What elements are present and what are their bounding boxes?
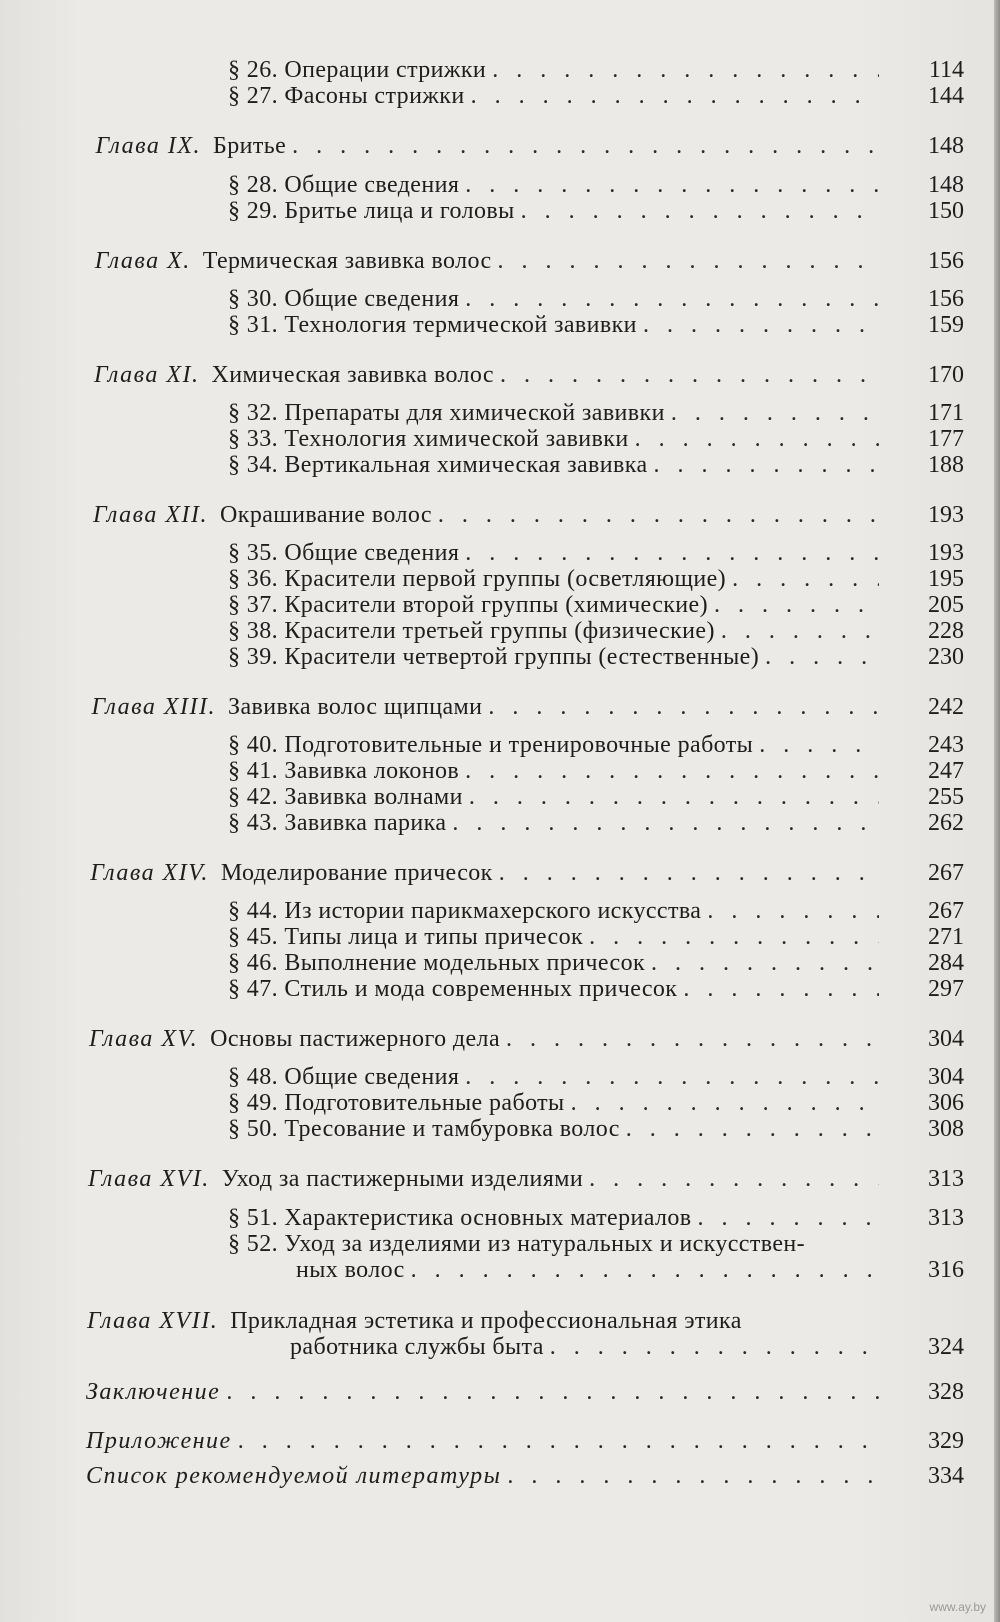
page-number: 144 — [928, 83, 964, 109]
dot-leader — [492, 57, 879, 83]
dot-leader — [465, 172, 879, 198]
toc-section-entry — [228, 618, 885, 644]
entry-title: § 30. Общие сведения — [228, 286, 460, 312]
book-spine-edge — [994, 0, 1000, 1622]
chapter-number: Глава XVII. — [87, 1308, 219, 1334]
dot-leader — [438, 502, 879, 528]
entry-title: Термическая завивка волос — [202, 248, 492, 274]
page-number: 228 — [928, 618, 964, 644]
dot-leader — [506, 1026, 879, 1052]
entry-title: Основы пастижерного дела — [210, 1026, 500, 1052]
page-number: 267 — [928, 898, 964, 924]
entry-title: Список рекомендуемой литературы — [86, 1463, 502, 1489]
page-number: 193 — [928, 502, 964, 528]
page-number: 313 — [928, 1166, 964, 1192]
dot-leader — [759, 732, 879, 758]
dot-leader — [671, 400, 879, 426]
dot-leader — [469, 784, 879, 810]
toc-backmatter-entry — [86, 1379, 885, 1405]
chapter-number: Глава IX. — [95, 133, 202, 159]
toc-section-entry — [228, 976, 885, 1002]
entry-title: ных волос — [296, 1257, 405, 1283]
entry-title: Химическая завивка волос — [211, 362, 494, 388]
page-number: 267 — [928, 860, 964, 886]
toc-section-entry — [228, 924, 885, 950]
dot-leader — [698, 1205, 879, 1231]
page-number: 230 — [928, 644, 964, 670]
chapter-number: Глава XIII. — [91, 694, 217, 720]
page-number: 271 — [928, 924, 964, 950]
dot-leader — [521, 198, 879, 224]
entry-title: § 38. Красители третьей группы (физические) — [228, 618, 715, 644]
page-number: 159 — [928, 312, 964, 338]
toc-section-entry — [228, 1205, 885, 1231]
entry-title: § 43. Завивка парика — [228, 810, 447, 836]
page-number: 329 — [928, 1428, 964, 1454]
entry-title: § 47. Стиль и мода современных причесок — [228, 976, 678, 1002]
dot-leader — [465, 1064, 879, 1090]
toc-section-entry — [228, 644, 885, 670]
page-number: 313 — [928, 1205, 964, 1231]
toc-chapter-entry — [88, 1166, 885, 1192]
entry-title: Приложение — [86, 1428, 232, 1454]
dot-leader — [589, 1166, 879, 1192]
toc-chapter-entry — [94, 362, 885, 388]
dot-leader — [499, 860, 879, 886]
toc-section-entry — [228, 1116, 885, 1142]
toc-section-entry — [228, 898, 885, 924]
entry-title: Прикладная эстетика и профессиональная этика — [230, 1308, 742, 1334]
chapter-number: Глава XIV. — [90, 860, 209, 886]
page-number: 306 — [928, 1090, 964, 1116]
entry-title: § 31. Технология термической завивки — [228, 312, 637, 338]
toc-section-entry — [228, 1090, 885, 1116]
chapter-number: Глава XVI. — [88, 1166, 210, 1192]
dot-leader — [507, 1463, 879, 1489]
page-number: 308 — [928, 1116, 964, 1142]
entry-title: § 37. Красители второй группы (химические) — [228, 592, 708, 618]
chapter-number: Глава XII. — [93, 502, 209, 528]
dot-leader — [683, 976, 879, 1002]
toc-chapter-entry — [87, 1308, 885, 1334]
dot-leader — [292, 133, 879, 159]
entry-title: § 46. Выполнение модельных причесок — [228, 950, 646, 976]
entry-title: § 51. Характеристика основных материалов — [228, 1205, 692, 1231]
page-number: 316 — [928, 1257, 964, 1283]
chapter-number: Глава XV. — [89, 1026, 199, 1052]
toc-entry-continuation — [296, 1257, 885, 1283]
entry-title: Бритье — [213, 133, 287, 159]
dot-leader — [654, 452, 879, 478]
page-number: 156 — [928, 248, 964, 274]
page-number: 148 — [928, 172, 964, 198]
page-number: 195 — [928, 566, 964, 592]
dot-leader — [498, 248, 880, 274]
toc-section-entry — [228, 592, 885, 618]
dot-leader — [732, 566, 879, 592]
entry-title: § 29. Бритье лица и головы — [228, 198, 515, 224]
toc-section-entry — [228, 57, 885, 83]
entry-title: § 28. Общие сведения — [228, 172, 460, 198]
toc-section-entry — [228, 452, 885, 478]
toc-chapter-entry — [93, 502, 885, 528]
toc-chapter-entry — [95, 248, 885, 274]
page-number: 247 — [928, 758, 964, 784]
toc-entry-continuation — [290, 1334, 885, 1360]
dot-leader — [550, 1334, 879, 1360]
entry-title: § 49. Подготовительные работы — [228, 1090, 565, 1116]
entry-title: § 44. Из истории парикмахерского искусства — [228, 898, 702, 924]
entry-title: § 32. Препараты для химической завивки — [228, 400, 665, 426]
entry-title: Уход за пастижерными изделиями — [221, 1166, 584, 1192]
page-number: 150 — [928, 198, 964, 224]
toc-section-entry — [228, 286, 885, 312]
entry-title: § 52. Уход за изделиями из натуральных и искусствен- — [228, 1231, 806, 1257]
page-number: 156 — [928, 286, 964, 312]
dot-leader — [452, 810, 879, 836]
toc-backmatter-entry — [86, 1463, 885, 1489]
dot-leader — [488, 694, 879, 720]
dot-leader — [651, 950, 879, 976]
dot-leader — [714, 592, 879, 618]
page-number: 324 — [928, 1334, 964, 1360]
entry-title: § 26. Операции стрижки — [228, 57, 487, 83]
dot-leader — [500, 362, 879, 388]
entry-title: Заключение — [86, 1379, 221, 1405]
page-number: 328 — [928, 1379, 964, 1405]
toc-section-entry — [228, 198, 885, 224]
page-number: 188 — [928, 452, 964, 478]
dot-leader — [635, 426, 879, 452]
entry-title: § 36. Красители первой группы (осветляющие) — [228, 566, 727, 592]
toc-section-entry — [228, 810, 885, 836]
entry-title: § 42. Завивка волнами — [228, 784, 463, 810]
entry-title: § 45. Типы лица и типы причесок — [228, 924, 584, 950]
page-number: 262 — [928, 810, 964, 836]
toc-chapter-entry — [90, 860, 885, 886]
page-number: 255 — [928, 784, 964, 810]
page-number: 304 — [928, 1064, 964, 1090]
toc-section-entry — [228, 83, 885, 109]
site-watermark: www.ay.by — [929, 1600, 986, 1614]
page-number: 177 — [928, 426, 964, 452]
toc-section-entry — [228, 758, 885, 784]
dot-leader — [226, 1379, 879, 1405]
chapter-number: Глава XI. — [94, 362, 200, 388]
page-number: 334 — [928, 1463, 964, 1489]
toc-section-entry — [228, 312, 885, 338]
toc-section-entry — [228, 1231, 885, 1257]
toc-backmatter-entry — [86, 1428, 885, 1454]
toc-section-entry — [228, 426, 885, 452]
dot-leader — [465, 286, 879, 312]
dot-leader — [465, 758, 879, 784]
toc-section-entry — [228, 1064, 885, 1090]
entry-title: Моделирование причесок — [220, 860, 493, 886]
toc-chapter-entry — [96, 133, 886, 159]
page-number: 193 — [928, 540, 964, 566]
entry-title: § 33. Технология химической завивки — [228, 426, 629, 452]
dot-leader — [707, 898, 879, 924]
entry-title: работника службы быта — [290, 1334, 544, 1360]
toc-section-entry — [228, 784, 885, 810]
entry-title: § 35. Общие сведения — [228, 540, 460, 566]
dot-leader — [571, 1090, 879, 1116]
dot-leader — [643, 312, 879, 338]
entry-title: Завивка волос щипцами — [228, 694, 483, 720]
page-number: 114 — [928, 57, 964, 83]
toc-section-entry — [228, 172, 885, 198]
dot-leader — [589, 924, 879, 950]
page-number: 205 — [928, 592, 964, 618]
entry-title: § 48. Общие сведения — [228, 1064, 460, 1090]
toc-section-entry — [228, 400, 885, 426]
toc-section-entry — [228, 566, 885, 592]
page-number: 243 — [928, 732, 964, 758]
entry-title: § 27. Фасоны стрижки — [228, 83, 465, 109]
toc-section-entry — [228, 540, 885, 566]
toc-chapter-entry — [89, 1026, 885, 1052]
page-number: 148 — [928, 133, 964, 159]
dot-leader — [465, 540, 879, 566]
dot-leader — [626, 1116, 879, 1142]
dot-leader — [765, 644, 879, 670]
entry-title: § 40. Подготовительные и тренировочные работы — [228, 732, 754, 758]
toc-section-entry — [228, 950, 885, 976]
chapter-number: Глава X. — [94, 248, 191, 274]
dot-leader — [721, 618, 879, 644]
toc-section-entry — [228, 732, 885, 758]
page-number: 170 — [928, 362, 964, 388]
page-number: 242 — [928, 694, 964, 720]
toc-chapter-entry — [92, 694, 886, 720]
entry-title: § 34. Вертикальная химическая завивка — [228, 452, 648, 478]
entry-title: § 39. Красители четвертой группы (естественные) — [228, 644, 760, 670]
entry-title: Окрашивание волос — [220, 502, 432, 528]
page-number: 304 — [928, 1026, 964, 1052]
dot-leader — [471, 83, 879, 109]
entry-title: § 41. Завивка локонов — [228, 758, 460, 784]
entry-title: § 50. Тресование и тамбуровка волос — [228, 1116, 620, 1142]
page-number: 297 — [928, 976, 964, 1002]
page-number: 284 — [928, 950, 964, 976]
dot-leader — [411, 1257, 879, 1283]
dot-leader — [238, 1428, 879, 1454]
page-number: 171 — [928, 400, 964, 426]
